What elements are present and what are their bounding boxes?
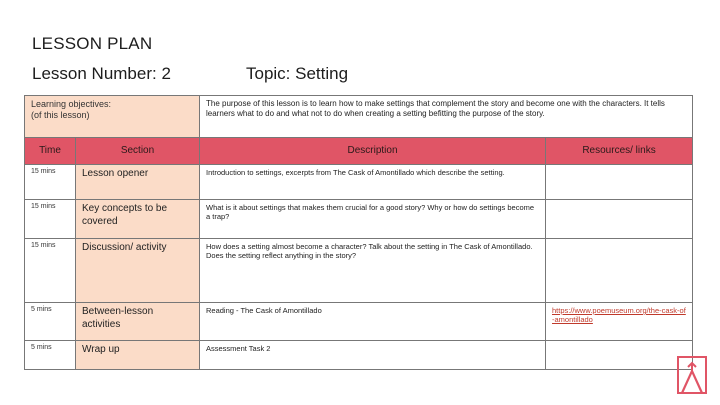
row-description: How does a setting almost become a character? Talk about the setting in The Cask of Amontillado. Does the setting reflect anything in the story? bbox=[200, 239, 546, 303]
row-time: 15 mins bbox=[25, 239, 76, 303]
table-row bbox=[25, 303, 693, 341]
resource-link[interactable]: https://www.poemuseum.org/the-cask-of-amontillado bbox=[552, 306, 686, 325]
row-description: What is it about settings that makes them crucial for a good story? Why or how do settings become a trap? bbox=[200, 200, 546, 239]
row-resources bbox=[546, 239, 693, 303]
objectives-label bbox=[25, 96, 200, 138]
objectives-row bbox=[25, 96, 693, 138]
objectives-text: The purpose of this lesson is to learn how to make settings that complement the story and become one with the characters. It tells learners what to do and what not to do when creating a setting befitting the purpose of the story. bbox=[200, 96, 693, 138]
row-section: Key concepts to be covered bbox=[76, 200, 200, 239]
column-header-resources: Resources/ links bbox=[546, 138, 693, 165]
lesson-topic: Topic: Setting bbox=[246, 64, 349, 83]
table-header-row bbox=[25, 138, 693, 165]
objectives-label-line1: Learning objectives: bbox=[31, 99, 112, 109]
row-resources bbox=[546, 341, 693, 370]
row-time: 5 mins bbox=[25, 341, 76, 370]
table-row bbox=[25, 165, 693, 200]
row-time: 15 mins bbox=[25, 200, 76, 239]
row-time: 15 mins bbox=[25, 165, 76, 200]
row-section: Wrap up bbox=[76, 341, 200, 370]
row-time: 5 mins bbox=[25, 303, 76, 341]
row-description: Reading - The Cask of Amontillado bbox=[200, 303, 546, 341]
column-header-description: Description bbox=[200, 138, 546, 165]
row-description: Introduction to settings, excerpts from The Cask of Amontillado which describe the setting. bbox=[200, 165, 546, 200]
row-resources bbox=[546, 200, 693, 239]
row-section: Lesson opener bbox=[76, 165, 200, 200]
table-row bbox=[25, 341, 693, 370]
brand-logo-icon bbox=[676, 355, 708, 395]
column-header-time: Time bbox=[25, 138, 76, 165]
page-title: LESSON PLAN bbox=[32, 34, 153, 53]
column-header-section: Section bbox=[76, 138, 200, 165]
lesson-number: Lesson Number: 2 bbox=[32, 64, 171, 83]
table-row bbox=[25, 200, 693, 239]
row-section: Discussion/ activity bbox=[76, 239, 200, 303]
row-description: Assessment Task 2 bbox=[200, 341, 546, 370]
row-resources bbox=[546, 165, 693, 200]
lesson-plan-table bbox=[24, 95, 693, 370]
table-row bbox=[25, 239, 693, 303]
row-resources bbox=[546, 303, 693, 341]
objectives-label-line2: (of this lesson) bbox=[31, 110, 90, 121]
row-section: Between-lesson activities bbox=[76, 303, 200, 341]
